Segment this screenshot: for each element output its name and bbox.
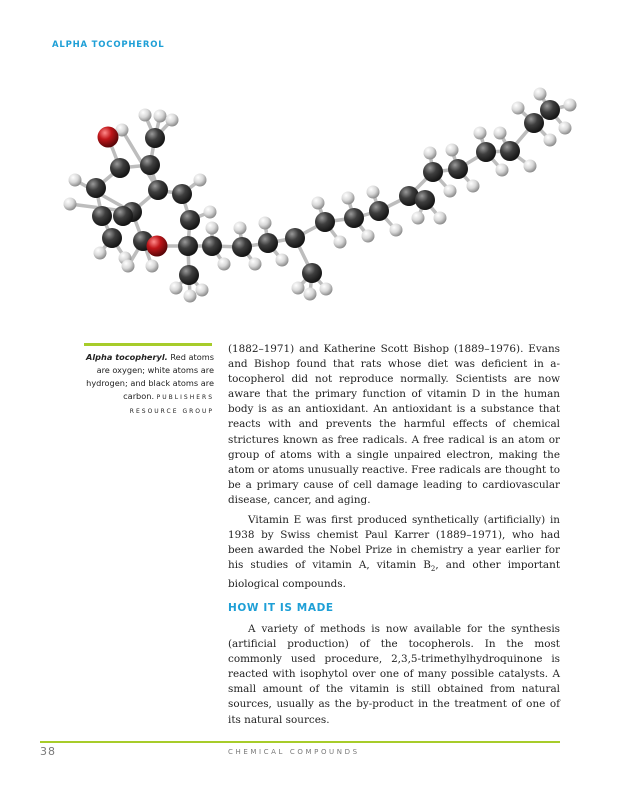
hydrogen-atom	[170, 282, 183, 295]
hydrogen-atom	[390, 224, 403, 237]
hydrogen-atom	[249, 258, 262, 271]
hydrogen-atom	[146, 260, 159, 273]
paragraph-text: Vitamin E was first produced synthetically (artificially) in 1938 by Swiss chemist Paul Karrer (1889–1971), who had been awarded the Nobel Prize in chemistry a year earlier for his studies of vitamin A, vitamin B	[228, 514, 560, 572]
hydrogen-atom	[496, 164, 509, 177]
hydrogen-atom	[184, 290, 197, 303]
caption-text: Red atoms are oxygen; white atoms are hydrogen; and black atoms are carbon.	[86, 352, 214, 401]
hydrogen-atom	[534, 88, 547, 101]
carbon-atom	[232, 237, 252, 257]
carbon-atom	[415, 190, 435, 210]
carbon-atom	[285, 228, 305, 248]
paragraph: (1882–1971) and Katherine Scott Bishop (1889–1976). Evans and Bishop found that rats whose diet was deficient in a-tocopherol did not reproduce normally. Scientists are now aware that the primary function of vitamin D in the human body is as an antioxidant. An antioxidant is a substance that reacts with and prevents the harmful effects of chemical strictures known as free radicals. A free radical is an atom or group of atoms with a single unpaired electron, making the atom or atoms unusually reactive. Free radicals are thought to be a primary cause of cell damage leading to cardiovascular disease, cancer, and aging.	[228, 343, 560, 506]
molecule-model	[40, 70, 580, 330]
hydrogen-atom	[467, 180, 480, 193]
carbon-atom	[302, 263, 322, 283]
hydrogen-atom	[194, 174, 207, 187]
carbon-atom	[145, 128, 165, 148]
carbon-atom	[344, 208, 364, 228]
hydrogen-atom	[424, 147, 437, 160]
body-text	[228, 342, 560, 593]
hydrogen-atom	[312, 197, 325, 210]
hydrogen-atom	[276, 254, 289, 267]
hydrogen-atom	[362, 230, 375, 243]
hydrogen-atom	[122, 260, 135, 273]
carbon-atom	[113, 206, 133, 226]
hydrogen-atom	[206, 222, 219, 235]
hydrogen-atom	[444, 185, 457, 198]
hydrogen-atom	[412, 212, 425, 225]
oxygen-atom	[98, 127, 119, 148]
hydrogen-atom	[304, 288, 317, 301]
carbon-atom	[476, 142, 496, 162]
paragraph	[228, 513, 560, 593]
hydrogen-atom	[166, 114, 179, 127]
carbon-atom	[178, 236, 198, 256]
carbon-atom	[110, 158, 130, 178]
caption-credit: PUBLISHERS RESOURCE GROUP	[129, 394, 214, 415]
carbon-atom	[180, 210, 200, 230]
carbon-atom	[500, 141, 520, 161]
carbon-atom	[540, 100, 560, 120]
carbon-atom	[315, 212, 335, 232]
hydrogen-atom	[94, 247, 107, 260]
hydrogen-atom	[564, 99, 577, 112]
carbon-atom	[92, 206, 112, 226]
hydrogen-atom	[434, 212, 447, 225]
carbon-atom	[172, 184, 192, 204]
caption-rule	[84, 343, 212, 346]
footer-book-title: CHEMICAL COMPOUNDS	[228, 748, 360, 756]
caption-title: Alpha tocopheryl.	[85, 352, 168, 362]
hydrogen-atom	[446, 144, 459, 157]
hydrogen-atom	[154, 110, 167, 123]
carbon-atom	[448, 159, 468, 179]
hydrogen-atom	[512, 102, 525, 115]
figure-caption	[84, 351, 214, 418]
hydrogen-atom	[474, 127, 487, 140]
hydrogen-atom	[559, 122, 572, 135]
hydrogen-atom	[494, 127, 507, 140]
subscript: 2	[430, 565, 436, 574]
hydrogen-atom	[64, 198, 77, 211]
carbon-atom	[369, 201, 389, 221]
carbon-atom	[202, 236, 222, 256]
hydrogen-atom	[218, 258, 231, 271]
carbon-atom	[148, 180, 168, 200]
hydrogen-atom	[524, 160, 537, 173]
paragraph-text: , and other important biological compounds.	[228, 559, 560, 591]
paragraph: A variety of methods is now available for the synthesis (artificial production) of the tocopherols. In the most commonly used procedure, 2,3,5-trimethylhydroquinone is reacted with isophytol over one of many possible catalysts. A small amount of the vitamin is still obtained from natural sources, usually as the by-product in the treatment of one of its natural sources.	[228, 623, 560, 726]
carbon-atom	[524, 113, 544, 133]
carbon-atom	[179, 265, 199, 285]
running-header: ALPHA TOCOPHEROL	[52, 40, 165, 50]
hydrogen-atom	[259, 217, 272, 230]
section-body	[228, 622, 560, 728]
hydrogen-atom	[342, 192, 355, 205]
page-number: 38	[40, 745, 56, 758]
hydrogen-atom	[234, 222, 247, 235]
hydrogen-atom	[196, 284, 209, 297]
hydrogen-atom	[544, 134, 557, 147]
carbon-atom	[140, 155, 160, 175]
hydrogen-atom	[334, 236, 347, 249]
carbon-atom	[102, 228, 122, 248]
hydrogen-atom	[139, 109, 152, 122]
carbon-atom	[86, 178, 106, 198]
hydrogen-atom	[204, 206, 217, 219]
hydrogen-atom	[320, 283, 333, 296]
oxygen-atom	[147, 236, 168, 257]
carbon-atom	[258, 233, 278, 253]
footer-rule	[40, 741, 560, 743]
carbon-atom	[423, 162, 443, 182]
hydrogen-atom	[69, 174, 82, 187]
hydrogen-atom	[292, 282, 305, 295]
section-heading: HOW IT IS MADE	[228, 602, 334, 614]
hydrogen-atom	[367, 186, 380, 199]
